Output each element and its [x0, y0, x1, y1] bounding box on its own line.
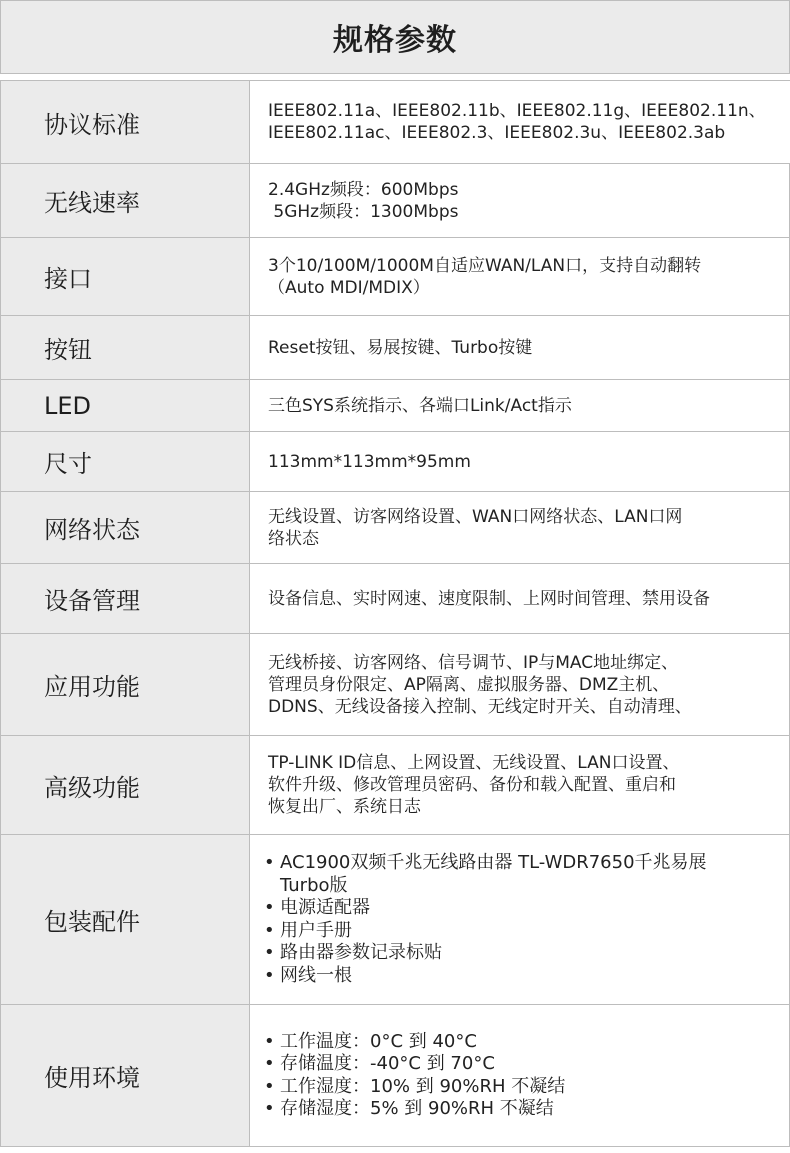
bullet-text: 工作湿度：10% 到 90%RH 不凝结: [280, 1075, 566, 1097]
spec-value-line: 管理员身份限定、AP隔离、虚拟服务器、DMZ主机、: [268, 674, 670, 695]
bullet-text: 用户手册: [280, 919, 352, 941]
spec-header: [0, 0, 790, 74]
spec-label: 协议标准: [44, 110, 140, 139]
spec-value-line: 113mm*113mm*95mm: [268, 451, 471, 472]
bullet-icon: •: [264, 1075, 275, 1097]
bullet-text: 存储湿度：5% 到 90%RH 不凝结: [280, 1098, 554, 1119]
spec-value-cell: [250, 1005, 790, 1146]
spec-label-cell: [0, 634, 250, 735]
spec-label-cell: [0, 736, 250, 834]
spec-value-cell: [250, 835, 790, 1004]
bullet-icon: •: [264, 897, 275, 918]
spec-row-wireless-rate: [0, 164, 790, 238]
spec-value-line: TP-LINK ID信息、上网设置、无线设置、LAN口设置、: [268, 753, 680, 773]
spec-value-cell: [250, 81, 790, 163]
spec-row-applications: [0, 634, 790, 736]
spec-row-environment: [0, 1005, 790, 1147]
spec-label: 高级功能: [44, 773, 140, 802]
spec-label: LED: [44, 391, 92, 420]
bullet-icon: •: [264, 1030, 275, 1052]
spec-label-cell: [0, 432, 250, 491]
spec-label-cell: [0, 164, 250, 237]
spec-label: 设备管理: [44, 587, 140, 615]
bullet-icon: •: [264, 1098, 275, 1119]
spec-label-cell: [0, 492, 250, 563]
spec-label: 无线速率: [44, 189, 140, 217]
bullet-item: [264, 852, 761, 875]
bullet-item: [264, 1053, 761, 1076]
spec-value-cell: [250, 380, 790, 431]
page-title: 规格参数: [333, 23, 457, 58]
spec-value-cell: [250, 316, 790, 379]
spec-value-line: IEEE802.11a、IEEE802.11b、IEEE802.11g、IEEE802.11n、: [268, 101, 766, 121]
spec-value-line: 软件升级、修改管理员密码、备份和载入配置、重启和: [268, 775, 676, 795]
spec-label-cell: [0, 380, 250, 431]
bullet-icon: •: [264, 919, 275, 941]
spec-label: 应用功能: [44, 673, 140, 701]
spec-value-line: 恢复出厂、系统日志: [268, 797, 421, 817]
bullet-continuation: Turbo版: [280, 874, 348, 896]
spec-value-line: IEEE802.11ac、IEEE802.3、IEEE802.3u、IEEE802.3ab: [268, 123, 726, 143]
spec-value-line: 2.4GHz频段：600Mbps: [268, 179, 459, 200]
bullet-item: [264, 1098, 761, 1121]
spec-label: 按钮: [44, 336, 92, 364]
spec-value-cell: [250, 736, 790, 834]
bullet-text: 路由器参数记录标贴: [280, 942, 442, 963]
spec-row-led: [0, 380, 790, 432]
spec-label: 包装配件: [44, 908, 140, 936]
spec-label: 使用环境: [44, 1064, 140, 1092]
bullet-icon: •: [264, 964, 275, 986]
spec-table: [0, 80, 790, 1147]
spec-label: 接口: [44, 265, 92, 293]
bullet-item: [264, 1031, 761, 1054]
spec-value-line: Reset按钮、易展按键、Turbo按键: [268, 337, 533, 358]
bullet-item: [264, 920, 761, 943]
spec-value-line: 三色SYS系统指示、各端口Link/Act指示: [268, 395, 572, 416]
spec-row-dimensions: [0, 432, 790, 492]
bullet-icon: •: [264, 852, 275, 873]
bullet-text: 电源适配器: [280, 897, 370, 918]
spec-label-cell: [0, 1005, 250, 1146]
spec-value-line: 无线桥接、访客网络、信号调节、IP与MAC地址绑定、: [268, 652, 679, 673]
spec-value-line: 5GHz频段：1300Mbps: [268, 201, 459, 222]
spec-value-line: 设备信息、实时网速、速度限制、上网时间管理、禁用设备: [268, 588, 710, 609]
spec-value-cell: [250, 238, 790, 315]
spec-value-cell: [250, 164, 790, 237]
spec-label-cell: [0, 316, 250, 379]
spec-value-cell: [250, 492, 790, 563]
spec-label-cell: [0, 835, 250, 1004]
spec-row-protocol: [0, 81, 790, 164]
bullet-item: [264, 1076, 761, 1099]
bullet-item: [264, 897, 761, 920]
spec-row-package: [0, 835, 790, 1005]
bullet-text: 工作温度：0°C 到 40°C: [280, 1030, 477, 1052]
spec-row-network-status: [0, 492, 790, 564]
spec-label: 网络状态: [44, 516, 140, 544]
bullet-icon: •: [264, 1053, 275, 1074]
bullet-item: [264, 965, 761, 988]
bullet-text: 存储温度：-40°C 到 70°C: [280, 1053, 495, 1074]
bullet-text: AC1900双频千兆无线路由器 TL-WDR7650千兆易展: [280, 852, 707, 873]
spec-label-cell: [0, 81, 250, 163]
spec-value-line: （Auto MDI/MDIX）: [268, 277, 430, 298]
spec-row-interface: [0, 238, 790, 316]
spec-value-cell: [250, 634, 790, 735]
spec-row-buttons: [0, 316, 790, 380]
spec-value-line: 络状态: [268, 528, 319, 549]
spec-label-cell: [0, 564, 250, 633]
spec-row-advanced: [0, 736, 790, 835]
spec-value-line: 无线设置、访客网络设置、WAN口网络状态、LAN口网: [268, 506, 683, 527]
spec-label: 尺寸: [44, 450, 92, 478]
bullet-text: 网线一根: [280, 964, 352, 986]
bullet-item: [264, 942, 761, 965]
spec-label-cell: [0, 238, 250, 315]
bullet-icon: •: [264, 942, 275, 963]
spec-value-line: 3个10/100M/1000M自适应WAN/LAN口，支持自动翻转: [268, 255, 702, 276]
spec-value-line: DDNS、无线设备接入控制、无线定时开关、自动清理、: [268, 696, 692, 717]
spec-value-cell: [250, 432, 790, 491]
spec-row-device-management: [0, 564, 790, 634]
spec-value-cell: [250, 564, 790, 633]
